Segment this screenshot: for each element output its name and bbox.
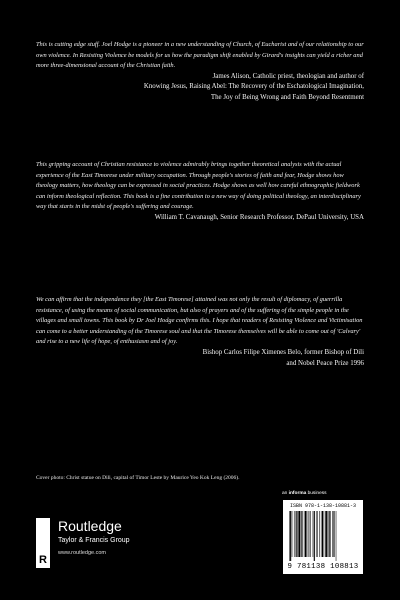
barcode-bar (314, 511, 315, 561)
publisher-logo (36, 518, 206, 570)
barcode-bar (334, 511, 335, 557)
endorsement-quote (36, 295, 364, 369)
publisher-group: Taylor & Francis Group (58, 537, 130, 544)
barcode-bar (309, 511, 310, 557)
barcode-bar (308, 511, 309, 557)
cover-photo-credit: Cover photo: Christ statue on Dili, capital of Timor Leste by Maurice Yeo Kok Leng (2006). (36, 475, 240, 481)
quote-text: We can affirm that the independence they [the East Timorese] attained was not only the result of diplomacy, of guerrilla resistance, of using the means of social communication, but also of prayers and of the suffering of the simple people in the villages and small towns. This book by Dr Joel Hodge confirms this. I hope that readers of Resisting Violence and Victimisation can come to a better understanding of the Timorese soul and that the Timorese themselves will be able to come out of 'Calvary' and rise to a new life of hope, of enthusiasm and of joy. (36, 296, 363, 346)
barcode-bar (330, 511, 331, 557)
quote-attribution (36, 213, 364, 224)
barcode-bar (329, 511, 330, 557)
barcode-bar (289, 511, 290, 561)
barcode-bar (319, 511, 320, 557)
publisher-url: www.routledge.com (58, 550, 106, 556)
barcode-bar (324, 511, 325, 557)
barcode-bar (332, 511, 333, 557)
barcode-bar (328, 511, 329, 557)
barcode-bar (296, 511, 297, 557)
barcode-bar (325, 511, 327, 557)
barcode-bar (302, 511, 303, 557)
barcode-bar (304, 511, 305, 557)
quote-attribution (36, 72, 364, 104)
endorsement-quote (36, 160, 364, 224)
barcode-number: 9 781138 108813 (287, 563, 359, 571)
quote-text: This is cutting edge stuff. Joel Hodge is a pioneer in a new understanding of Church, of Eucharist and of our relationship to our own violence. In Resisting Violence be models for us how the paradigm shift enabled by Girard's insights can yield a richer and more three-dimensional account of the Christian faith. (36, 41, 364, 70)
barcode-bar (297, 511, 298, 557)
isbn-barcode (283, 500, 363, 574)
barcode-bar (336, 511, 337, 561)
attribution-line: The Joy of Being Wrong and Faith Beyond Resentment (210, 93, 364, 101)
attribution-line: Bishop Carlos Filipe Ximenes Belo, former Bishop of Dili (202, 348, 364, 356)
routledge-logo-icon: R (36, 518, 50, 568)
endorsement-quote (36, 40, 364, 104)
informa-business-label: an informa business (282, 491, 327, 496)
attribution-line: Knowing Jesus, Raising Abel: The Recovery of the Eschatological Imagination, (143, 83, 364, 91)
barcode-bar (310, 511, 311, 557)
quote-attribution (36, 348, 364, 369)
barcode-bar (301, 511, 302, 557)
publisher-name: Routledge (58, 518, 122, 534)
attribution-line: James Alison, Catholic priest, theologian and author of (212, 72, 364, 80)
barcode-bar (298, 511, 300, 557)
barcode-bar (313, 511, 314, 557)
barcode-bar (290, 511, 291, 561)
attribution-line: and Nobel Peace Prize 1996 (286, 359, 364, 367)
isbn-label: ISBN 978-1-138-10881-3 (289, 503, 356, 509)
quote-text: This gripping account of Christian resistance to violence admirably brings together theoretical analysis with the actual experience of the East Timorese under military occupation. Through people's stories of faith and fear, Hodge shows how theology matters, how theology can be expressed in social practices. Hodge shows as well how careful ethnographic fieldwork can inform theological reflection. This book is a fine contribution to a new way of doing political theology, an interdisciplinary way that starts in the midst of people's suffering and courage. (36, 161, 361, 211)
barcode-bar (322, 511, 323, 557)
barcode-bar (292, 511, 293, 557)
barcode-bar (294, 511, 295, 557)
attribution-line: William T. Cavanaugh, Senior Research Professor, DePaul University, USA (154, 213, 364, 221)
barcode-bar (321, 511, 322, 557)
barcode-bar (305, 511, 307, 557)
barcode-bar (317, 511, 318, 557)
barcode-bars (289, 511, 357, 561)
barcode-bar (316, 511, 317, 557)
